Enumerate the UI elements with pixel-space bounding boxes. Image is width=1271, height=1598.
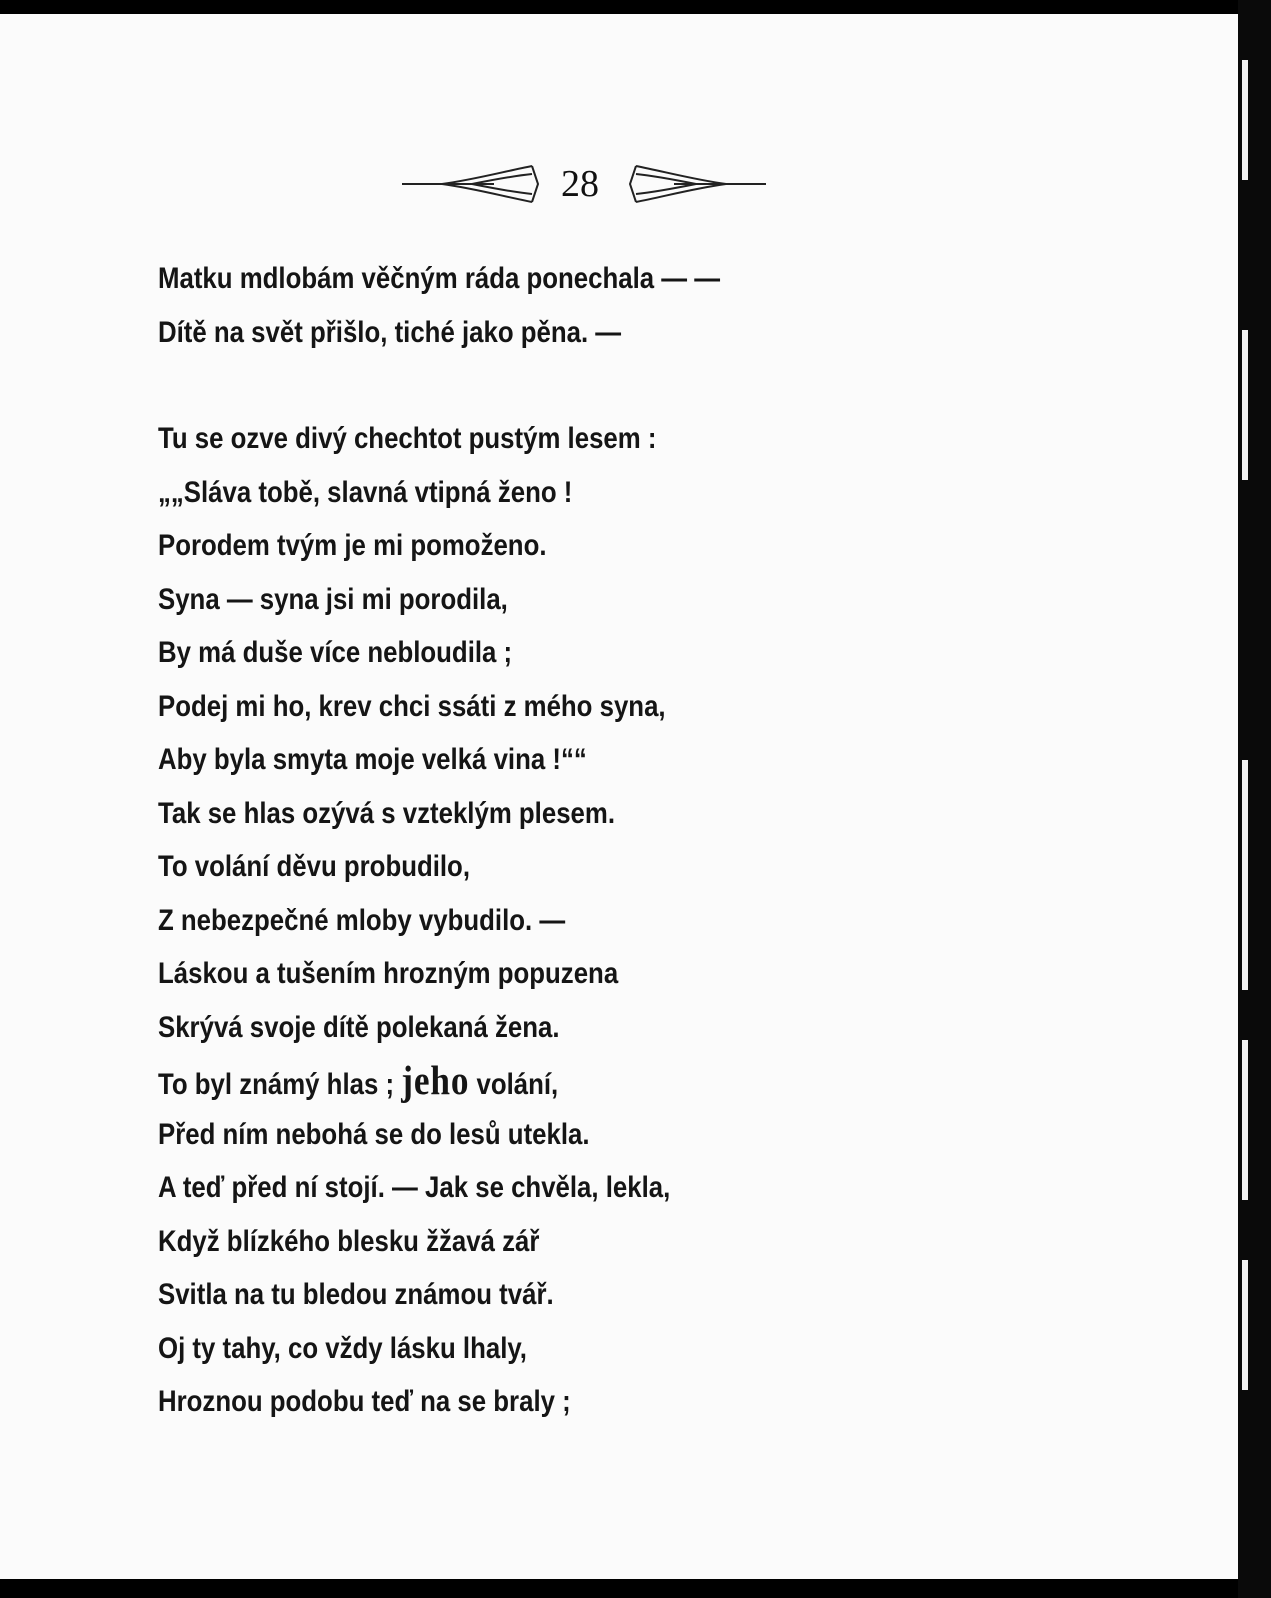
- poem-line: Aby byla smyta moje velká vina !““: [158, 743, 587, 776]
- poem-line: To volání děvu probudilo,: [158, 850, 470, 883]
- poem-line: Když blízkého blesku žžavá zář: [158, 1224, 540, 1258]
- poem-line: Tu se ozve divý chechtot pustým lesem :: [158, 422, 657, 455]
- poem-line-start: To byl známý hlas ;: [158, 1068, 402, 1101]
- right-ornament-icon: [626, 162, 766, 206]
- page-number: 28: [561, 163, 599, 205]
- binding-stitch: [1242, 330, 1248, 480]
- poem-line: Tak se hlas ozývá s vzteklým plesem.: [158, 796, 616, 830]
- left-ornament-icon: [402, 162, 542, 206]
- poem-line: „„Sláva tobě, slavná vtipná ženo !: [158, 475, 573, 509]
- poem-line: Porodem tvým je mi pomoženo.: [158, 529, 547, 562]
- emphasized-word: jeho: [401, 1057, 470, 1103]
- book-page: [0, 14, 1238, 1579]
- page-header: [0, 154, 1238, 214]
- poem-text: [158, 252, 812, 1429]
- poem-line: By má duše více nebloudila ;: [158, 636, 513, 669]
- poem-line: Oj ty tahy, co vždy lásku lhaly,: [158, 1331, 527, 1365]
- poem-line: Syna — syna jsi mi porodila,: [158, 582, 508, 616]
- binding-stitch: [1242, 1040, 1248, 1200]
- poem-line-end: volání,: [469, 1068, 559, 1101]
- binding-stitch: [1242, 760, 1248, 990]
- binding-stitch: [1242, 1260, 1248, 1390]
- poem-line: A teď před ní stojí. — Jak se chvěla, lekla,: [158, 1171, 671, 1204]
- poem-line: Dítě na svět přišlo, tiché jako pěna. —: [158, 315, 622, 349]
- book-binding-edge: [1238, 0, 1271, 1598]
- poem-line: Matku mdlobám věčným ráda ponechala — —: [158, 262, 721, 295]
- stanza-break: [158, 359, 812, 412]
- poem-line: Láskou a tušením hrozným popuzena: [158, 957, 619, 990]
- poem-line: Podej mi ho, krev chci ssáti z mého syna,: [158, 689, 666, 723]
- poem-line: Skrývá svoje dítě polekaná žena.: [158, 1010, 560, 1044]
- poem-line-jeho: [158, 1054, 812, 1108]
- poem-line: Svitla na tu bledou známou tvář.: [158, 1278, 554, 1311]
- binding-stitch: [1242, 60, 1248, 180]
- poem-line: Hroznou podobu teď na se braly ;: [158, 1385, 571, 1418]
- poem-line: Před ním nebohá se do lesů utekla.: [158, 1117, 590, 1151]
- poem-line: Z nebezpečné mloby vybudilo. —: [158, 903, 566, 937]
